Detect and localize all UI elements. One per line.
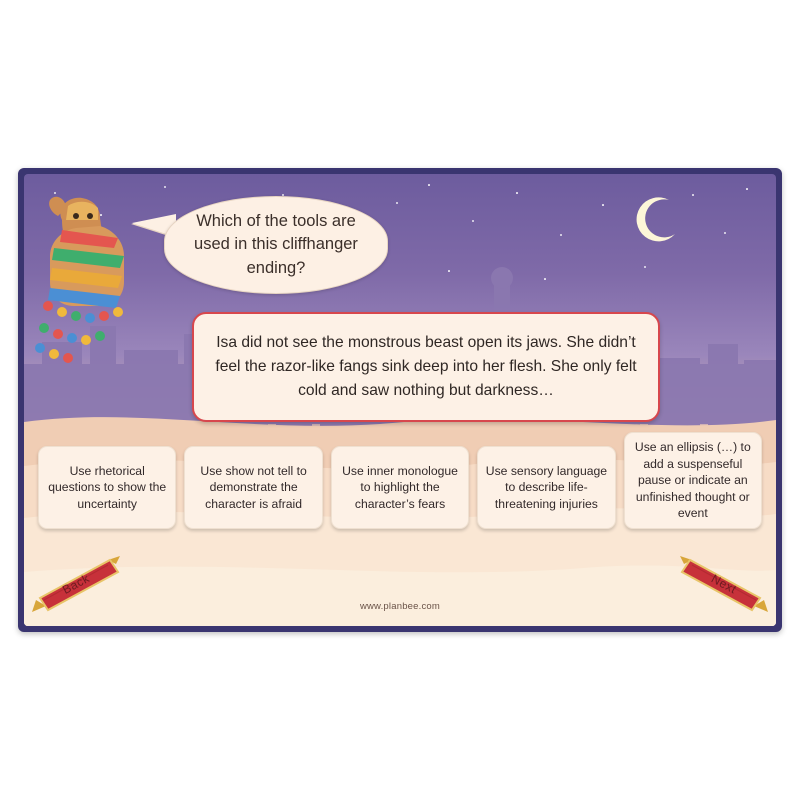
passage-panel bbox=[192, 312, 660, 422]
answer-card-2[interactable] bbox=[184, 446, 322, 529]
answer-card-5-label: Use an ellipsis (…) to add a suspenseful pause or indicate an unfinished thought or event bbox=[634, 440, 751, 521]
answer-card-3[interactable] bbox=[331, 446, 469, 529]
answer-card-row bbox=[38, 440, 762, 529]
answer-card-1-label: Use rhetorical questions to show the uncertainty bbox=[48, 463, 167, 511]
question-text: Which of the tools are used in this cliffhanger ending? bbox=[194, 211, 358, 277]
decorated-camel-icon bbox=[28, 186, 148, 376]
answer-card-4-label: Use sensory language to describe life-threatening injuries bbox=[485, 463, 608, 511]
answer-card-3-label: Use inner monologue to highlight the character’s fears bbox=[342, 463, 458, 511]
slide-frame bbox=[18, 168, 782, 632]
answer-card-2-label: Use show not tell to demonstrate the character is afraid bbox=[200, 463, 307, 511]
question-speech-bubble bbox=[164, 196, 388, 294]
answer-card-5[interactable] bbox=[624, 432, 762, 529]
slide-canvas bbox=[24, 174, 776, 626]
next-label: Next bbox=[708, 571, 740, 597]
answer-card-1[interactable] bbox=[38, 446, 176, 529]
back-label: Back bbox=[60, 571, 92, 597]
answer-card-4[interactable] bbox=[477, 446, 615, 529]
passage-text: Isa did not see the monstrous beast open its jaws. She didn’t feel the razor-like fangs sink deep into her flesh. She only felt cold and saw nothing but darkness… bbox=[215, 334, 637, 399]
footer-url: www.planbee.com bbox=[359, 601, 441, 612]
